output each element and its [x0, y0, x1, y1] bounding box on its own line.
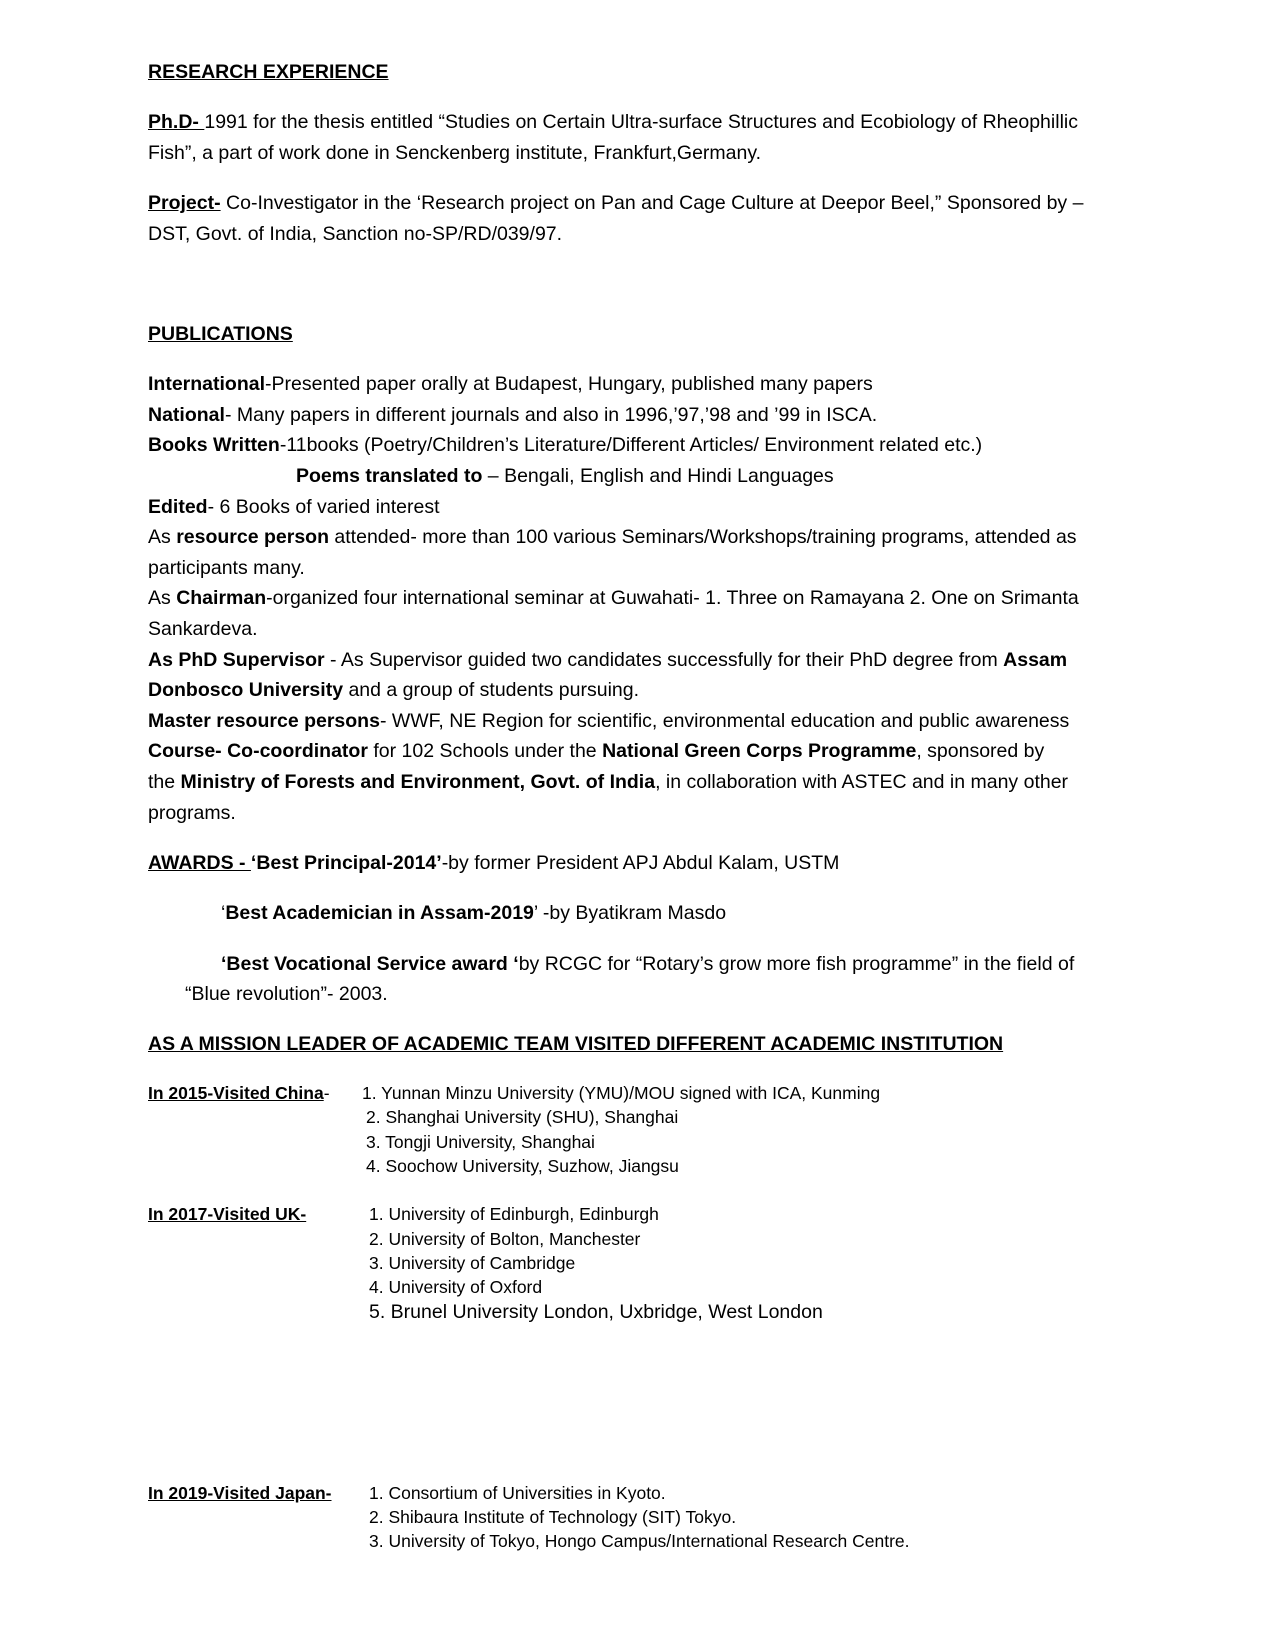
- list-item: 2. Shanghai University (SHU), Shanghai: [366, 1107, 679, 1127]
- mission-heading: AS A MISSION LEADER OF ACADEMIC TEAM VISITED DIFFERENT ACADEMIC INSTITUTION: [148, 1033, 1004, 1055]
- publications-heading: PUBLICATIONS: [148, 323, 293, 345]
- pub-chairman-2: Sankardeva.: [148, 618, 258, 640]
- pub-course-1: Course- Co-coordinator for 102 Schools under the National Green Corps Programme, sponsored by: [148, 740, 1045, 762]
- award-3-line-1: ‘Best Vocational Service award ‘by RCGC for “Rotary’s grow more fish programme” in the field of: [221, 953, 1075, 975]
- list-item: 3. University of Tokyo, Hongo Campus/International Research Centre.: [369, 1531, 910, 1551]
- project-line-1: Project- Co-Investigator in the ‘Research project on Pan and Cage Culture at Deepor Beel,” Sponsored by –: [148, 192, 1084, 214]
- list-item: 3. Tongji University, Shanghai: [366, 1132, 595, 1152]
- pub-resource-1: As resource person attended- more than 100 various Seminars/Workshops/training programs, attended as: [148, 526, 1077, 548]
- list-item: 1. Consortium of Universities in Kyoto.: [369, 1483, 666, 1503]
- phd-label: Ph.D-: [148, 111, 205, 133]
- pub-course-3: programs.: [148, 802, 236, 824]
- pub-master-resource: Master resource persons- WWF, NE Region for scientific, environmental education and public awareness: [148, 710, 1070, 732]
- list-item: 4. Soochow University, Suzhow, Jiangsu: [366, 1156, 679, 1176]
- pub-chairman-1: As Chairman-organized four international seminar at Guwahati- 1. Three on Ramayana 2. One on Srimanta: [148, 587, 1079, 609]
- list-item: 1. University of Edinburgh, Edinburgh: [369, 1204, 659, 1224]
- list-item: 4. University of Oxford: [369, 1277, 543, 1297]
- awards-heading: AWARDS -: [148, 852, 251, 874]
- japan-visit-label: In 2019-Visited Japan-: [148, 1483, 332, 1503]
- pub-books: Books Written-11books (Poetry/Children’s Literature/Different Articles/ Environment related etc.): [148, 434, 983, 456]
- china-visit-label: In 2015-Visited China-: [148, 1083, 330, 1103]
- uk-visit-label: In 2017-Visited UK-: [148, 1204, 307, 1224]
- pub-poems: Poems translated to – Bengali, English and Hindi Languages: [296, 465, 834, 487]
- award-2: ‘Best Academician in Assam-2019’ -by Byatikram Masdo: [221, 902, 727, 924]
- pub-resource-2: participants many.: [148, 557, 305, 579]
- project-label: Project-: [148, 192, 221, 214]
- list-item: 2. Shibaura Institute of Technology (SIT) Tokyo.: [369, 1507, 737, 1527]
- pub-international: International-Presented paper orally at Budapest, Hungary, published many papers: [148, 373, 873, 395]
- award-1: AWARDS - ‘Best Principal-2014’-by former President APJ Abdul Kalam, USTM: [148, 852, 840, 874]
- list-item: 3. University of Cambridge: [369, 1253, 576, 1273]
- phd-line-2: Fish”, a part of work done in Senckenberg institute, Frankfurt,Germany.: [148, 142, 762, 164]
- pub-edited: Edited- 6 Books of varied interest: [148, 496, 440, 518]
- pub-course-2: the Ministry of Forests and Environment, Govt. of India, in collaboration with ASTEC and in many other: [148, 771, 1069, 793]
- phd-line-1: Ph.D- 1991 for the thesis entitled “Studies on Certain Ultra-surface Structures and Ecobiology of Rheophillic: [148, 111, 1078, 133]
- pub-phd-supervisor-1: As PhD Supervisor - As Supervisor guided two candidates successfully for their PhD degree from Assam: [148, 649, 1068, 671]
- list-item: 2. University of Bolton, Manchester: [369, 1229, 641, 1249]
- list-item: 1. Yunnan Minzu University (YMU)/MOU signed with ICA, Kunming: [362, 1083, 881, 1103]
- award-3-line-2: “Blue revolution”- 2003.: [185, 983, 388, 1005]
- research-heading: RESEARCH EXPERIENCE: [148, 61, 389, 83]
- list-item: 5. Brunel University London, Uxbridge, West London: [369, 1301, 823, 1323]
- project-line-2: DST, Govt. of India, Sanction no-SP/RD/039/97.: [148, 223, 563, 245]
- pub-national: National- Many papers in different journals and also in 1996,’97,’98 and ’99 in ISCA.: [148, 404, 878, 426]
- pub-phd-supervisor-2: Donbosco University and a group of students pursuing.: [148, 679, 640, 701]
